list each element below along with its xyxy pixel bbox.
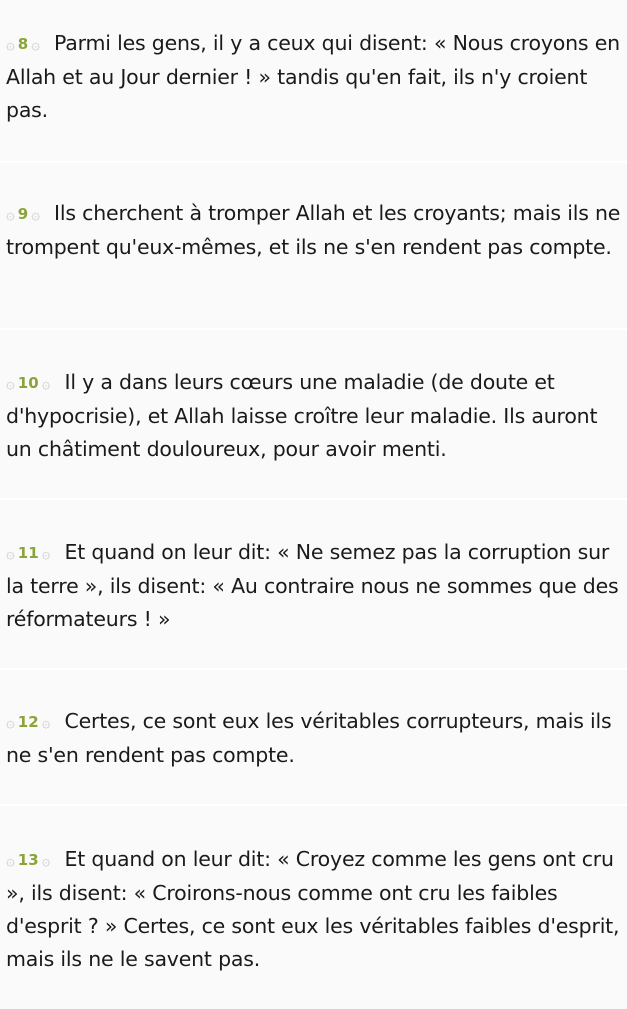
verse-item[interactable]	[0, 536, 627, 636]
ornament-open-icon: ۞	[6, 544, 15, 562]
verse-divider	[0, 498, 627, 500]
ornament-open-icon: ۞	[6, 851, 15, 869]
ornament-open-icon: ۞	[6, 713, 15, 731]
verse-number: 12	[17, 713, 39, 731]
verse-number: 9	[17, 205, 29, 223]
verse-item[interactable]	[0, 705, 627, 772]
verse-item[interactable]	[0, 27, 627, 127]
verse-text: Certes, ce sont eux les véritables corrupteurs, mais ils ne s'en rendent pas compte.	[6, 709, 612, 767]
ornament-open-icon: ۞	[6, 35, 15, 53]
verse-text: Ils cherchent à tromper Allah et les croyants; mais ils ne trompent qu'eux-mêmes, et ils ne s'en rendent pas compte.	[6, 201, 621, 259]
ornament-close-icon: ۞	[31, 35, 41, 53]
verse-marker	[6, 843, 50, 877]
verse-number: 13	[17, 851, 39, 869]
verse-marker	[6, 536, 50, 570]
verse-number: 8	[17, 35, 29, 53]
verse-divider	[0, 804, 627, 806]
ornament-open-icon: ۞	[6, 205, 15, 223]
verse-number: 10	[17, 374, 39, 392]
verse-number: 11	[17, 544, 39, 562]
verse-divider	[0, 161, 627, 163]
verse-text: Parmi les gens, il y a ceux qui disent: « Nous croyons en Allah et au Jour dernier ! » tandis qu'en fait, ils n'y croient pas.	[6, 31, 620, 122]
ornament-close-icon: ۞	[41, 851, 51, 869]
verse-divider	[0, 328, 627, 330]
verse-divider	[0, 668, 627, 670]
ornament-close-icon: ۞	[31, 205, 41, 223]
verse-item[interactable]	[0, 366, 627, 466]
verse-text: Il y a dans leurs cœurs une maladie (de doute et d'hypocrisie), et Allah laisse croître leur maladie. Ils auront un châtiment douloureux, pour avoir menti.	[6, 370, 598, 461]
verse-marker	[6, 705, 50, 739]
verse-text: Et quand on leur dit: « Croyez comme les gens ont cru », ils disent: « Croirons-nous comme ont cru les faibles d'esprit ? » Certes, ce sont eux les véritables faibles d'esprit, mais ils ne le savent pas.	[6, 847, 620, 971]
verse-text: Et quand on leur dit: « Ne semez pas la corruption sur la terre », ils disent: « Au contraire nous ne sommes que des réformateurs ! »	[6, 540, 619, 631]
verse-marker	[6, 197, 40, 231]
ornament-close-icon: ۞	[41, 544, 51, 562]
ornament-close-icon: ۞	[41, 713, 51, 731]
verse-marker	[6, 27, 40, 61]
verse-item[interactable]	[0, 197, 627, 264]
verse-marker	[6, 366, 50, 400]
ornament-open-icon: ۞	[6, 374, 15, 392]
ornament-close-icon: ۞	[41, 374, 51, 392]
verse-item[interactable]	[0, 843, 627, 976]
